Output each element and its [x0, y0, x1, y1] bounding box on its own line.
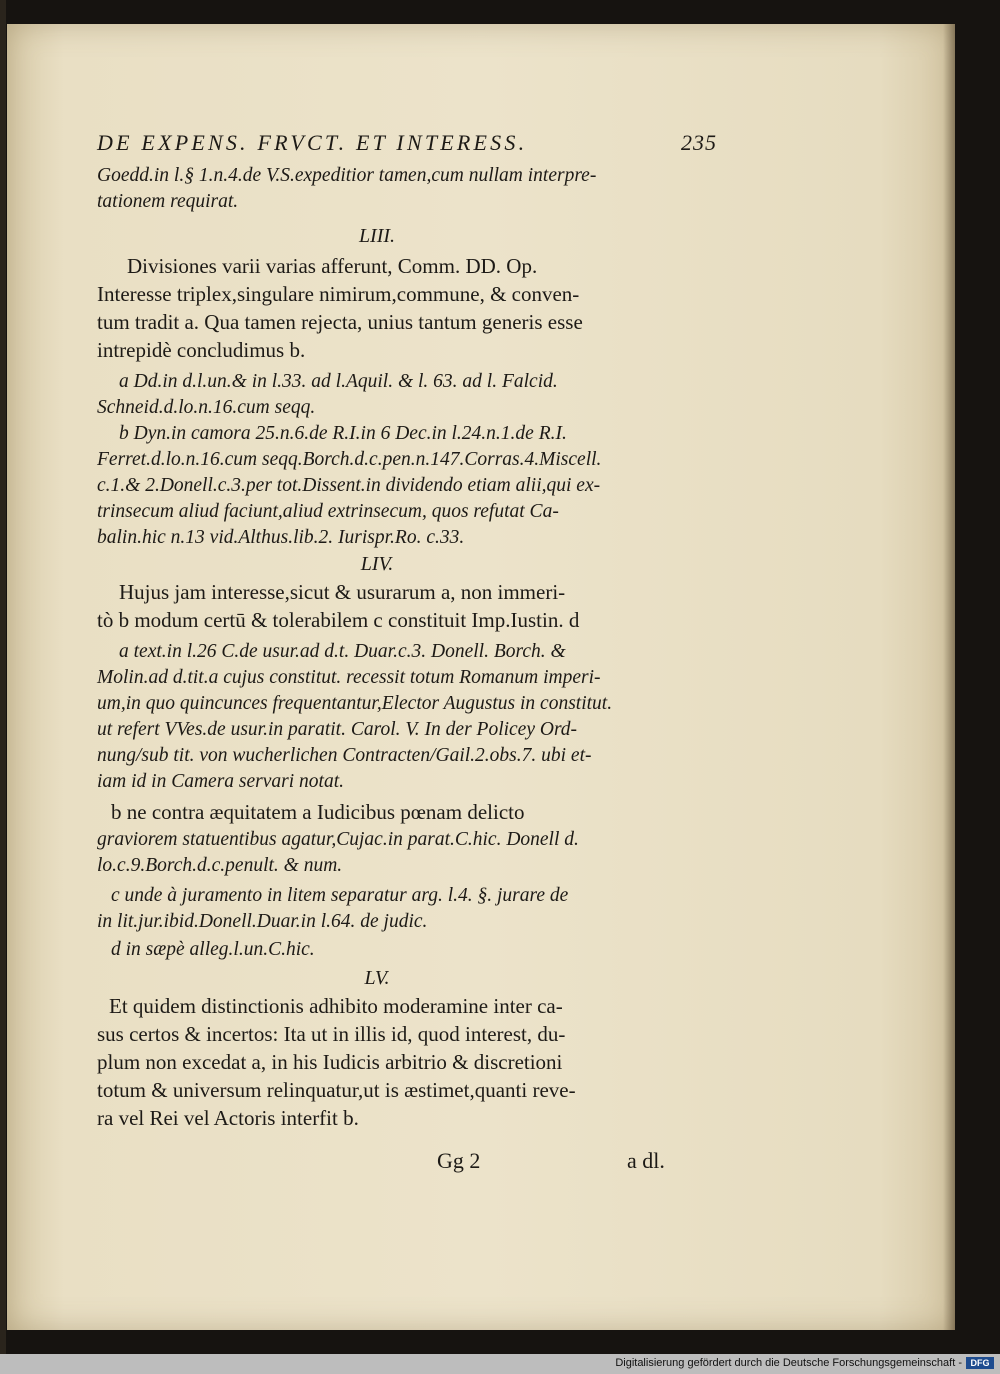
footnote-line: trinsecum aliud faciunt,aliud extrinsecum, quos refutat Ca- [97, 501, 559, 522]
paragraph-line: tum tradit a. Qua tamen rejecta, unius tantum generis esse [97, 310, 583, 334]
credit-text: Digitalisierung gefördert durch die Deutsche Forschungsgemeinschaft - [615, 1357, 962, 1369]
signature-mark: Gg 2 [437, 1148, 481, 1173]
section-number: LV. [364, 967, 390, 989]
page-number: 235 [681, 130, 717, 155]
footnote-line: c unde à juramento in litem separatur arg. l.4. §. jurare de [111, 885, 569, 906]
footnote-line: graviorem statuentibus agatur,Cujac.in parat.C.hic. Donell d. [97, 829, 579, 850]
text-line: tationem requirat. [97, 191, 239, 212]
paragraph-line: Interesse triplex,singulare nimirum,commune, & conven- [97, 282, 580, 306]
paragraph-line: Et quidem distinctionis adhibito moderamine inter ca- [109, 994, 563, 1018]
paragraph-line: intrepidè concludimus b. [97, 338, 306, 362]
book-edge [0, 0, 6, 1354]
paragraph-line: ra vel Rei vel Actoris interfit b. [97, 1106, 359, 1130]
footnote-line: ut refert VVes.de usur.in paratit. Carol. V. In der Policey Ord- [97, 719, 578, 740]
book-page [7, 24, 955, 1330]
paragraph-line: Divisiones varii varias afferunt, Comm. DD. Op. [127, 254, 538, 278]
footnote-line: a Dd.in d.l.un.& in l.33. ad l.Aquil. & l. 63. ad l. Falcid. [119, 371, 558, 392]
paragraph-line: plum non excedat a, in his Iudicis arbitrio & discretioni [97, 1050, 563, 1074]
footnote-line: Ferret.d.lo.n.16.cum seqq.Borch.d.c.pen.n.147.Corras.4.Miscell. [97, 449, 602, 470]
footnote-line: c.1.& 2.Donell.c.3.per tot.Dissent.in dividendo etiam alii,qui ex- [97, 475, 601, 496]
text-line: Goedd.in l.§ 1.n.4.de V.S.expeditior tamen,cum nullam interpre- [97, 165, 597, 186]
footnote-line: d in sæpè alleg.l.un.C.hic. [111, 939, 315, 960]
section-number: LIV. [360, 553, 394, 575]
paragraph-line: sus certos & incertos: Ita ut in illis id, quod interest, du- [97, 1022, 566, 1046]
footnote-line: Schneid.d.lo.n.16.cum seqq. [97, 397, 316, 418]
footnote-line: b ne contra æquitatem a Iudicibus pœnam delicto [111, 800, 525, 824]
footnote-line: a text.in l.26 C.de usur.ad d.t. Duar.c.3. Donell. Borch. & [119, 641, 566, 662]
catchword: a dl. [627, 1148, 665, 1173]
footnote-line: iam id in Camera servari notat. [97, 771, 344, 792]
footnote-line: Molin.ad d.tit.a cujus constitut. recessit totum Romanum imperi- [97, 667, 601, 688]
page-gutter-shadow [943, 24, 955, 1330]
footnote-line: balin.hic n.13 vid.Althus.lib.2. Iurispr.Ro. c.33. [97, 527, 465, 548]
credit-bar [0, 1354, 1000, 1374]
footnote-line: um,in quo quincunces frequentantur,Elector Augustus in constitut. [97, 693, 613, 714]
dfg-logo: DFG [966, 1357, 994, 1369]
section-number: LIII. [358, 225, 396, 247]
footnote-line: b Dyn.in camora 25.n.6.de R.I.in 6 Dec.in l.24.n.1.de R.I. [119, 423, 567, 444]
footnote-line: lo.c.9.Borch.d.c.penult. & num. [97, 855, 343, 876]
paragraph-line: totum & universum relinquatur,ut is æstimet,quanti reve- [97, 1078, 576, 1102]
footnote-line: nung/sub tit. von wucherlichen Contracten/Gail.2.obs.7. ubi et- [97, 745, 592, 766]
paragraph-line: tò b modum certū & tolerabilem c constituit Imp.Iustin. d [97, 608, 580, 632]
paragraph-line: Hujus jam interesse,sicut & usurarum a, non immeri- [119, 580, 566, 604]
header-title: DE EXPENS. FRVCT. ET INTERESS. [97, 130, 528, 155]
running-header [97, 132, 717, 154]
footnote-line: in lit.jur.ibid.Donell.Duar.in l.64. de judic. [97, 911, 428, 932]
